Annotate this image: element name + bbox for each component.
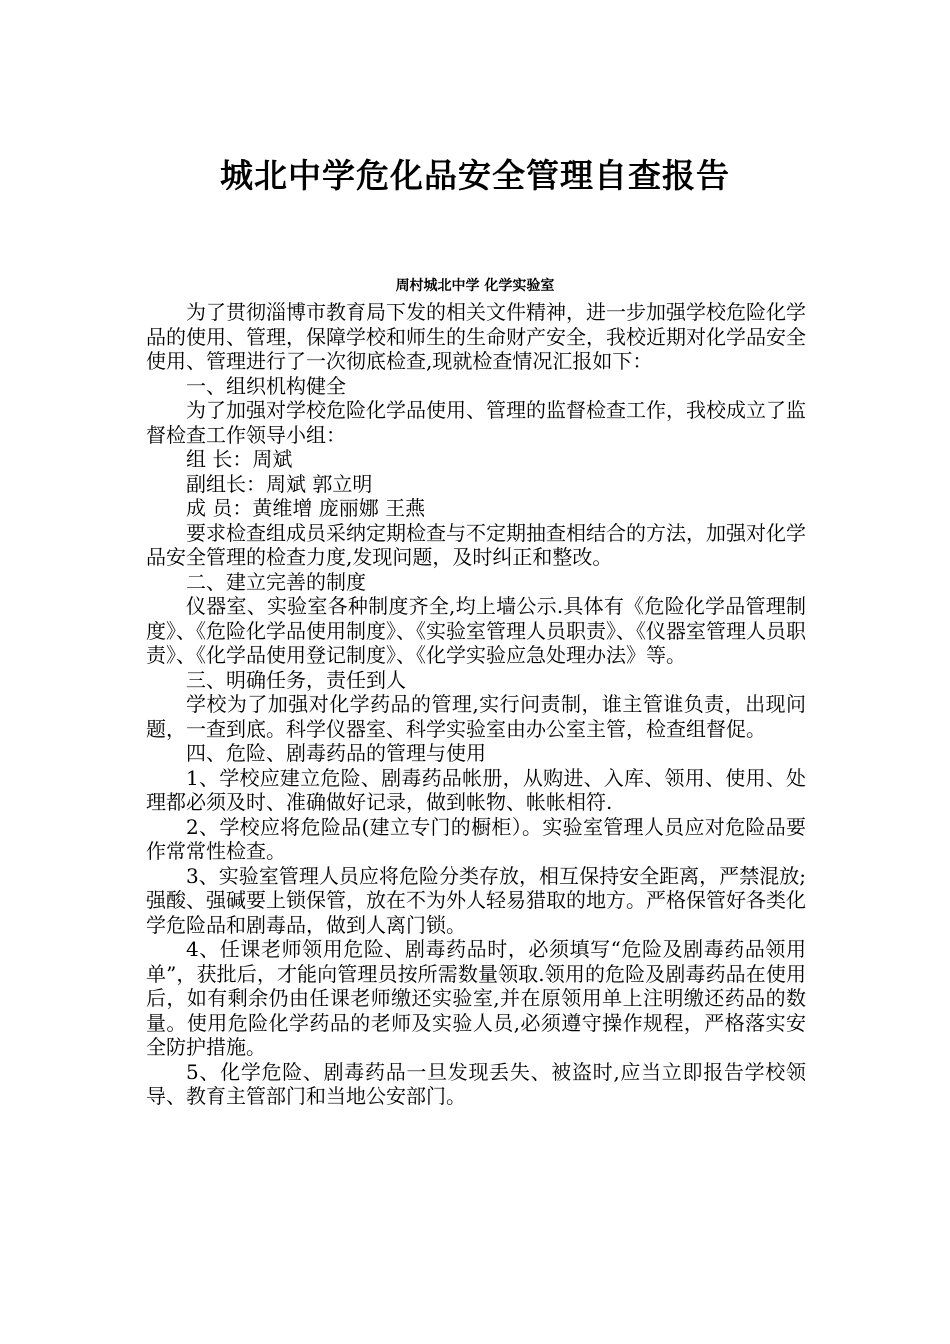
list-item: 4、任课老师领用危险、剧毒药品时，必须填写“危险及剧毒药品领用单”，获批后，才能向管理员按所需数量领取.领用的危险及剧毒药品在使用后，如有剩余仍由任课老师缴还实验室,并在原领用单上注明缴还药品的数量。使用危险化学药品的老师及实验人员,必须遵守操作规程，严格落实安全防护措施。 xyxy=(146,937,806,1059)
document-body xyxy=(146,300,806,1109)
intro-paragraph: 为了贯彻淄博市教育局下发的相关文件精神，进一步加强学校危险化学品的使用、管理，保障学校和师生的生命财产安全，我校近期对化学品安全使用、管理进行了一次彻底检查,现就检查情况汇报如下： xyxy=(146,300,806,373)
deputy-leader-line: 副组长：周斌 郭立明 xyxy=(186,471,373,496)
list-item: 5、化学危险、剧毒药品一旦发现丢失、被盗时,应当立即报告学校领导、教育主管部门和当地公安部门。 xyxy=(146,1059,806,1108)
body-paragraph: 为了加强对学校危险化学品使用、管理的监督检查工作，我校成立了监督检查工作领导小组： xyxy=(146,398,806,447)
list-item: 3、实验室管理人员应将危险分类存放，相互保持安全距离，严禁混放;强酸、强碱要上锁保管，放在不为外人轻易猎取的地方。严格保管好各类化学危险品和剧毒品，做到人离门锁。 xyxy=(146,863,806,937)
document-subtitle: 周村城北中学 化学实验室 xyxy=(395,278,555,294)
section-heading-3: 三、明确任务，责任到人 xyxy=(186,667,406,692)
section-heading-2: 二、建立完善的制度 xyxy=(186,569,366,594)
document-title: 城北中学危化品安全管理自查报告 xyxy=(220,156,730,195)
list-item: 2、学校应将危险品(建立专门的橱柜）。实验室管理人员应对危险品要作常常性检查。 xyxy=(146,814,806,863)
list-item: 1、学校应建立危险、剧毒药品帐册，从购进、入库、领用、使用、处理都必须及时、准确做好记录，做到帐物、帐帐相符. xyxy=(146,765,806,814)
members-line: 成 员：黄维增 庞丽娜 王燕 xyxy=(186,496,426,520)
section-heading-4: 四、危险、剧毒药品的管理与使用 xyxy=(186,741,486,765)
body-paragraph: 仪器室、实验室各种制度齐全,均上墙公示.具体有《危险化学品管理制度》、《危险化学品使用制度》、《实验室管理人员职责》、《仪器室管理人员职责》、《化学品使用登记制度》、《化学实验应急处理办法》等。 xyxy=(146,594,806,667)
section-heading-1: 一、组织机构健全 xyxy=(186,373,346,398)
body-paragraph: 要求检查组成员采纳定期检查与不定期抽查相结合的方法，加强对化学品安全管理的检查力度,发现问题，及时纠正和整改。 xyxy=(146,520,806,569)
leader-line: 组 长：周斌 xyxy=(186,447,293,471)
body-paragraph: 学校为了加强对化学药品的管理,实行问责制，谁主管谁负责，出现问题，一查到底。科学仪器室、科学实验室由办公室主管，检查组督促。 xyxy=(146,692,806,741)
